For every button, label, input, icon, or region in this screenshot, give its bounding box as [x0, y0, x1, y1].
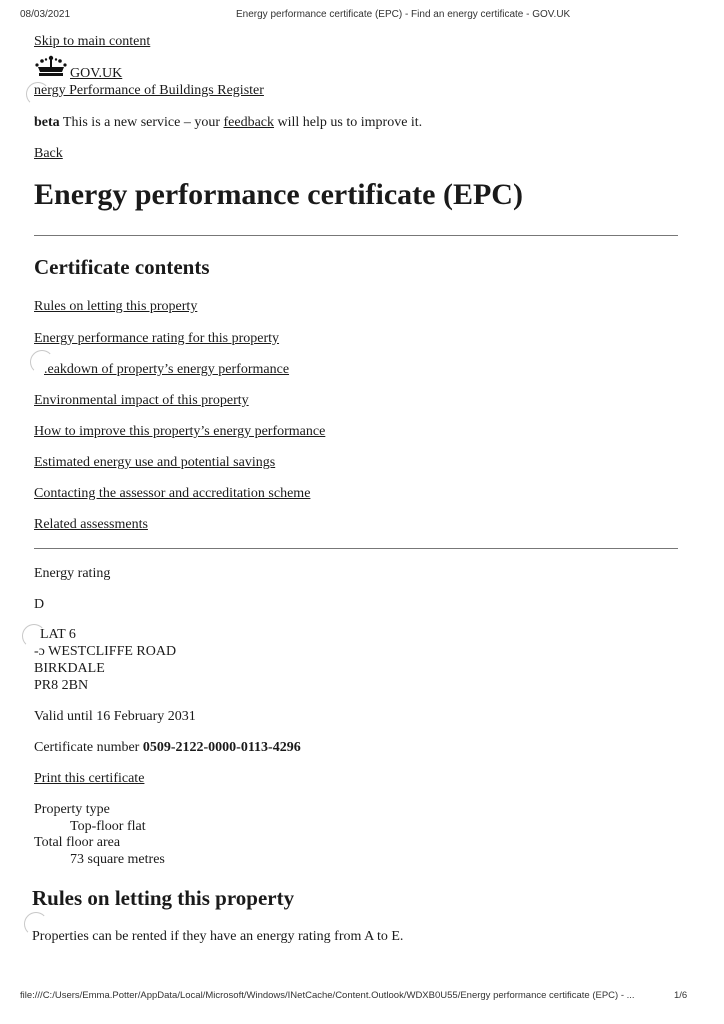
contents-link-related-assessments[interactable]: Related assessments	[34, 517, 148, 532]
certificate-number	[34, 740, 301, 756]
energy-rating-label: Energy rating	[34, 566, 111, 581]
beta-text-before: This is a new service – your	[62, 115, 220, 130]
property-type-label: Property type	[34, 802, 110, 817]
rules-text: Properties can be rented if they have an energy rating from A to E.	[32, 929, 404, 944]
govuk-logo[interactable]	[34, 55, 68, 82]
skip-to-main-content-link[interactable]: Skip to main content	[34, 34, 151, 49]
beta-banner	[34, 115, 422, 131]
contents-link-energy-use[interactable]: Estimated energy use and potential savings	[34, 455, 276, 470]
contents-link-rules[interactable]: Rules on letting this property	[34, 299, 198, 314]
feedback-link[interactable]: feedback	[223, 115, 275, 130]
beta-text-after: will help us to improve it.	[277, 115, 423, 130]
floor-area-value: 73 square metres	[70, 852, 165, 867]
address-line-3: BIRKDALE	[34, 661, 105, 676]
contents-link-environmental-impact[interactable]: Environmental impact of this property	[34, 393, 249, 408]
print-page-title: Energy performance certificate (EPC) - Find an energy certificate - GOV.UK	[236, 9, 571, 20]
contents-link-assessor[interactable]: Contacting the assessor and accreditation scheme	[34, 486, 311, 501]
govuk-home-link[interactable]: GOV.UK	[70, 66, 123, 81]
crown-icon	[34, 55, 68, 77]
valid-until: Valid until 16 February 2031	[34, 709, 196, 724]
print-file-path: file:///C:/Users/Emma.Potter/AppData/Local/Microsoft/Windows/INetCache/Content.Outlook/WDXB0U55/Energy performance certificate (EPC) - ...	[20, 990, 635, 1001]
contents-link-rating[interactable]: Energy performance rating for this property	[34, 331, 280, 346]
contents-heading: Certificate contents	[34, 255, 210, 279]
address-line-2: -ɔ WESTCLIFFE ROAD	[34, 644, 177, 659]
back-link[interactable]: Back	[34, 146, 63, 161]
beta-tag: beta	[34, 115, 60, 130]
energy-rating-value: D	[34, 597, 45, 612]
print-date: 08/03/2021	[20, 9, 71, 20]
floor-area-label: Total floor area	[34, 835, 121, 850]
print-certificate-link[interactable]: Print this certificate	[34, 771, 145, 786]
certificate-number-label: Certificate number	[34, 740, 140, 755]
section-divider	[34, 235, 678, 236]
contents-link-breakdown[interactable]: .eakdown of property’s energy performance	[44, 362, 290, 377]
certificate-number-value: 0509-2122-0000-0113-4296	[142, 740, 301, 755]
print-page-number: 1/6	[674, 990, 688, 1001]
address-line-4: PR8 2BN	[34, 678, 89, 693]
section-divider	[34, 548, 678, 549]
contents-link-improve[interactable]: How to improve this property’s energy performance	[34, 424, 326, 439]
property-type-value: Top-floor flat	[70, 819, 146, 834]
service-name-link[interactable]: nergy Performance of Buildings Register	[34, 83, 264, 98]
page-title: Energy performance certificate (EPC)	[34, 178, 523, 211]
rules-heading: Rules on letting this property	[32, 886, 295, 910]
address-line-1: LAT 6	[40, 627, 76, 642]
